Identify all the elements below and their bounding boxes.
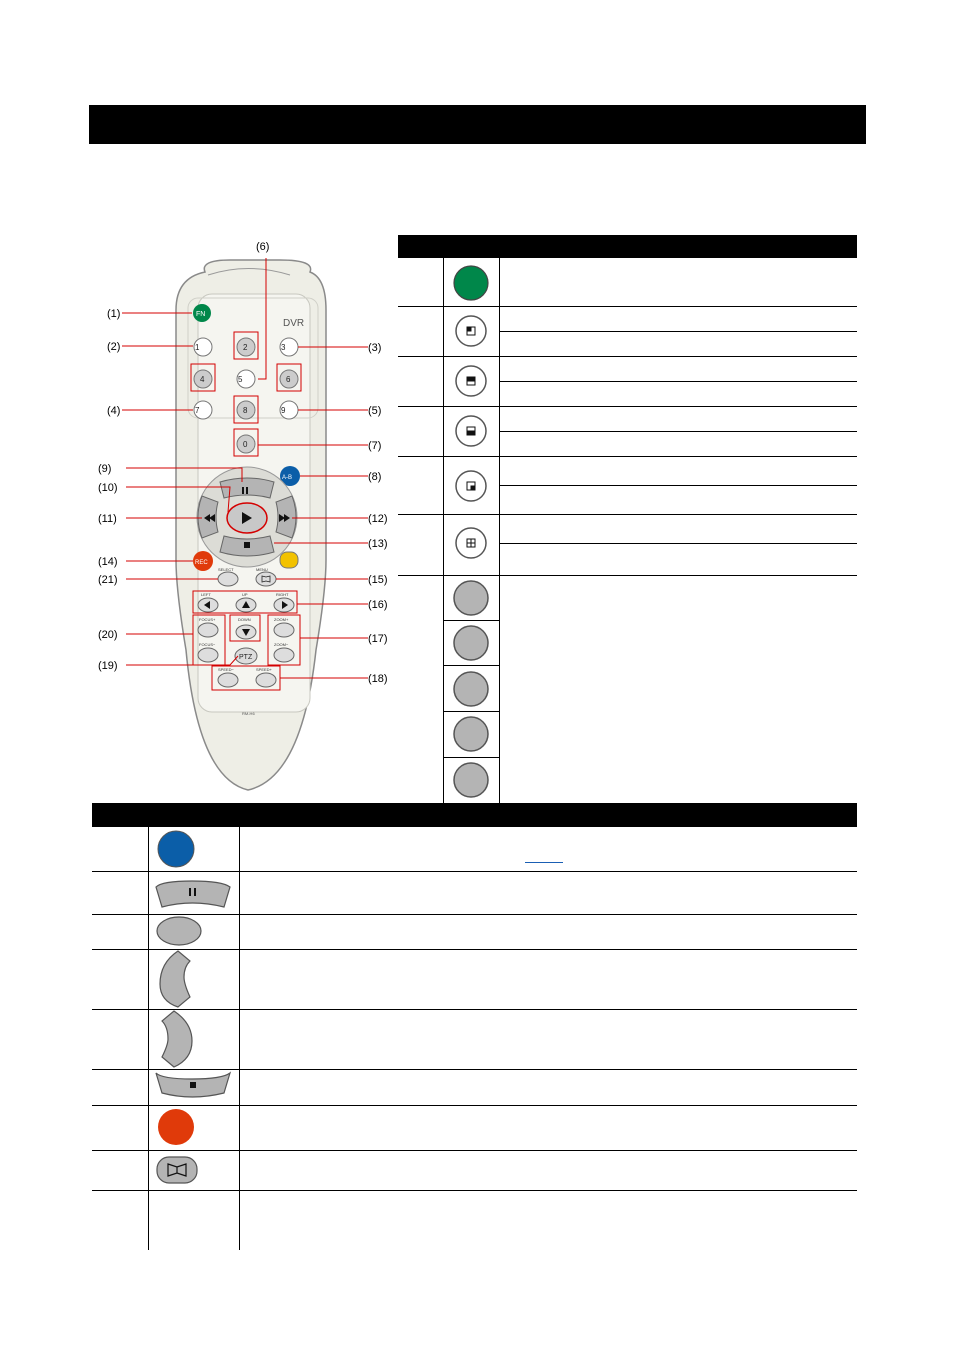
section-title-bar <box>89 105 866 144</box>
svg-text:6: 6 <box>286 375 291 384</box>
svg-text:FOCUS−: FOCUS− <box>199 642 216 647</box>
model-label: RM-H6 <box>242 711 255 716</box>
rewind-key-icon <box>160 951 190 1007</box>
svg-text:(17): (17) <box>368 633 388 645</box>
pause-key-icon <box>156 881 230 907</box>
svg-text:(9): (9) <box>98 463 112 475</box>
svg-text:MENU: MENU <box>256 567 268 572</box>
svg-text:(11): (11) <box>98 513 117 525</box>
ab-blue-key-icon <box>158 831 194 867</box>
svg-text:(14): (14) <box>98 556 118 568</box>
number-key-icon <box>454 581 488 615</box>
svg-text:8: 8 <box>243 406 248 415</box>
number-key-icon <box>454 763 488 797</box>
svg-text:(13): (13) <box>368 538 388 550</box>
svg-text:(21): (21) <box>98 574 118 586</box>
upper-table-key-icons <box>443 258 500 803</box>
number-key-icon <box>454 626 488 660</box>
svg-text:DOWN: DOWN <box>238 617 251 622</box>
svg-text:(2): (2) <box>107 341 121 353</box>
brand-label: DVR <box>283 318 305 329</box>
svg-text:9: 9 <box>281 406 286 415</box>
svg-text:UP: UP <box>242 592 248 597</box>
svg-text:5: 5 <box>238 375 243 384</box>
svg-text:(18): (18) <box>368 673 388 685</box>
number-key-icon <box>454 672 488 706</box>
svg-text:(12): (12) <box>368 513 388 525</box>
svg-text:ZOOM−: ZOOM− <box>274 642 289 647</box>
svg-text:4: 4 <box>200 375 205 384</box>
number-key-icon <box>454 717 488 751</box>
remote-control-illustration <box>90 230 402 800</box>
svg-text:PTZ: PTZ <box>239 654 253 661</box>
fn-green-key-icon <box>454 266 488 300</box>
lower-table-header <box>92 803 857 827</box>
svg-text:7: 7 <box>195 406 200 415</box>
svg-text:LEFT: LEFT <box>201 592 211 597</box>
svg-text:(7): (7) <box>368 440 382 452</box>
svg-text:3: 3 <box>281 343 286 352</box>
svg-text:(15): (15) <box>368 574 388 586</box>
svg-text:REC: REC <box>195 560 208 566</box>
svg-text:A-B: A-B <box>282 475 293 481</box>
svg-text:(4): (4) <box>107 405 121 417</box>
rec-red-key-icon <box>158 1109 194 1145</box>
yellow-key-icon <box>280 552 298 568</box>
svg-text:0: 0 <box>243 440 248 449</box>
svg-text:SPEED+: SPEED+ <box>256 667 272 672</box>
svg-text:(3): (3) <box>368 342 382 354</box>
svg-text:(1): (1) <box>107 308 121 320</box>
svg-text:ZOOM+: ZOOM+ <box>274 617 289 622</box>
play-oval-key-icon <box>157 917 201 945</box>
svg-text:(19): (19) <box>98 660 118 672</box>
svg-text:RIGHT: RIGHT <box>276 592 289 597</box>
upper-table-header <box>398 235 857 258</box>
svg-text:(6): (6) <box>256 241 270 253</box>
svg-text:1: 1 <box>195 343 200 352</box>
svg-text:FN: FN <box>196 311 206 318</box>
svg-text:2: 2 <box>243 343 248 352</box>
hyperlink-underline[interactable] <box>525 862 563 863</box>
svg-text:(16): (16) <box>368 599 388 611</box>
svg-text:SPEED−: SPEED− <box>218 667 234 672</box>
forward-key-icon <box>162 1011 192 1067</box>
svg-text:(20): (20) <box>98 629 118 641</box>
lower-table-key-icons <box>148 827 239 1197</box>
svg-text:SELECT: SELECT <box>218 567 234 572</box>
svg-text:(8): (8) <box>368 471 382 483</box>
svg-text:(10): (10) <box>98 482 118 494</box>
svg-text:FOCUS+: FOCUS+ <box>199 617 216 622</box>
svg-text:(5): (5) <box>368 405 382 417</box>
